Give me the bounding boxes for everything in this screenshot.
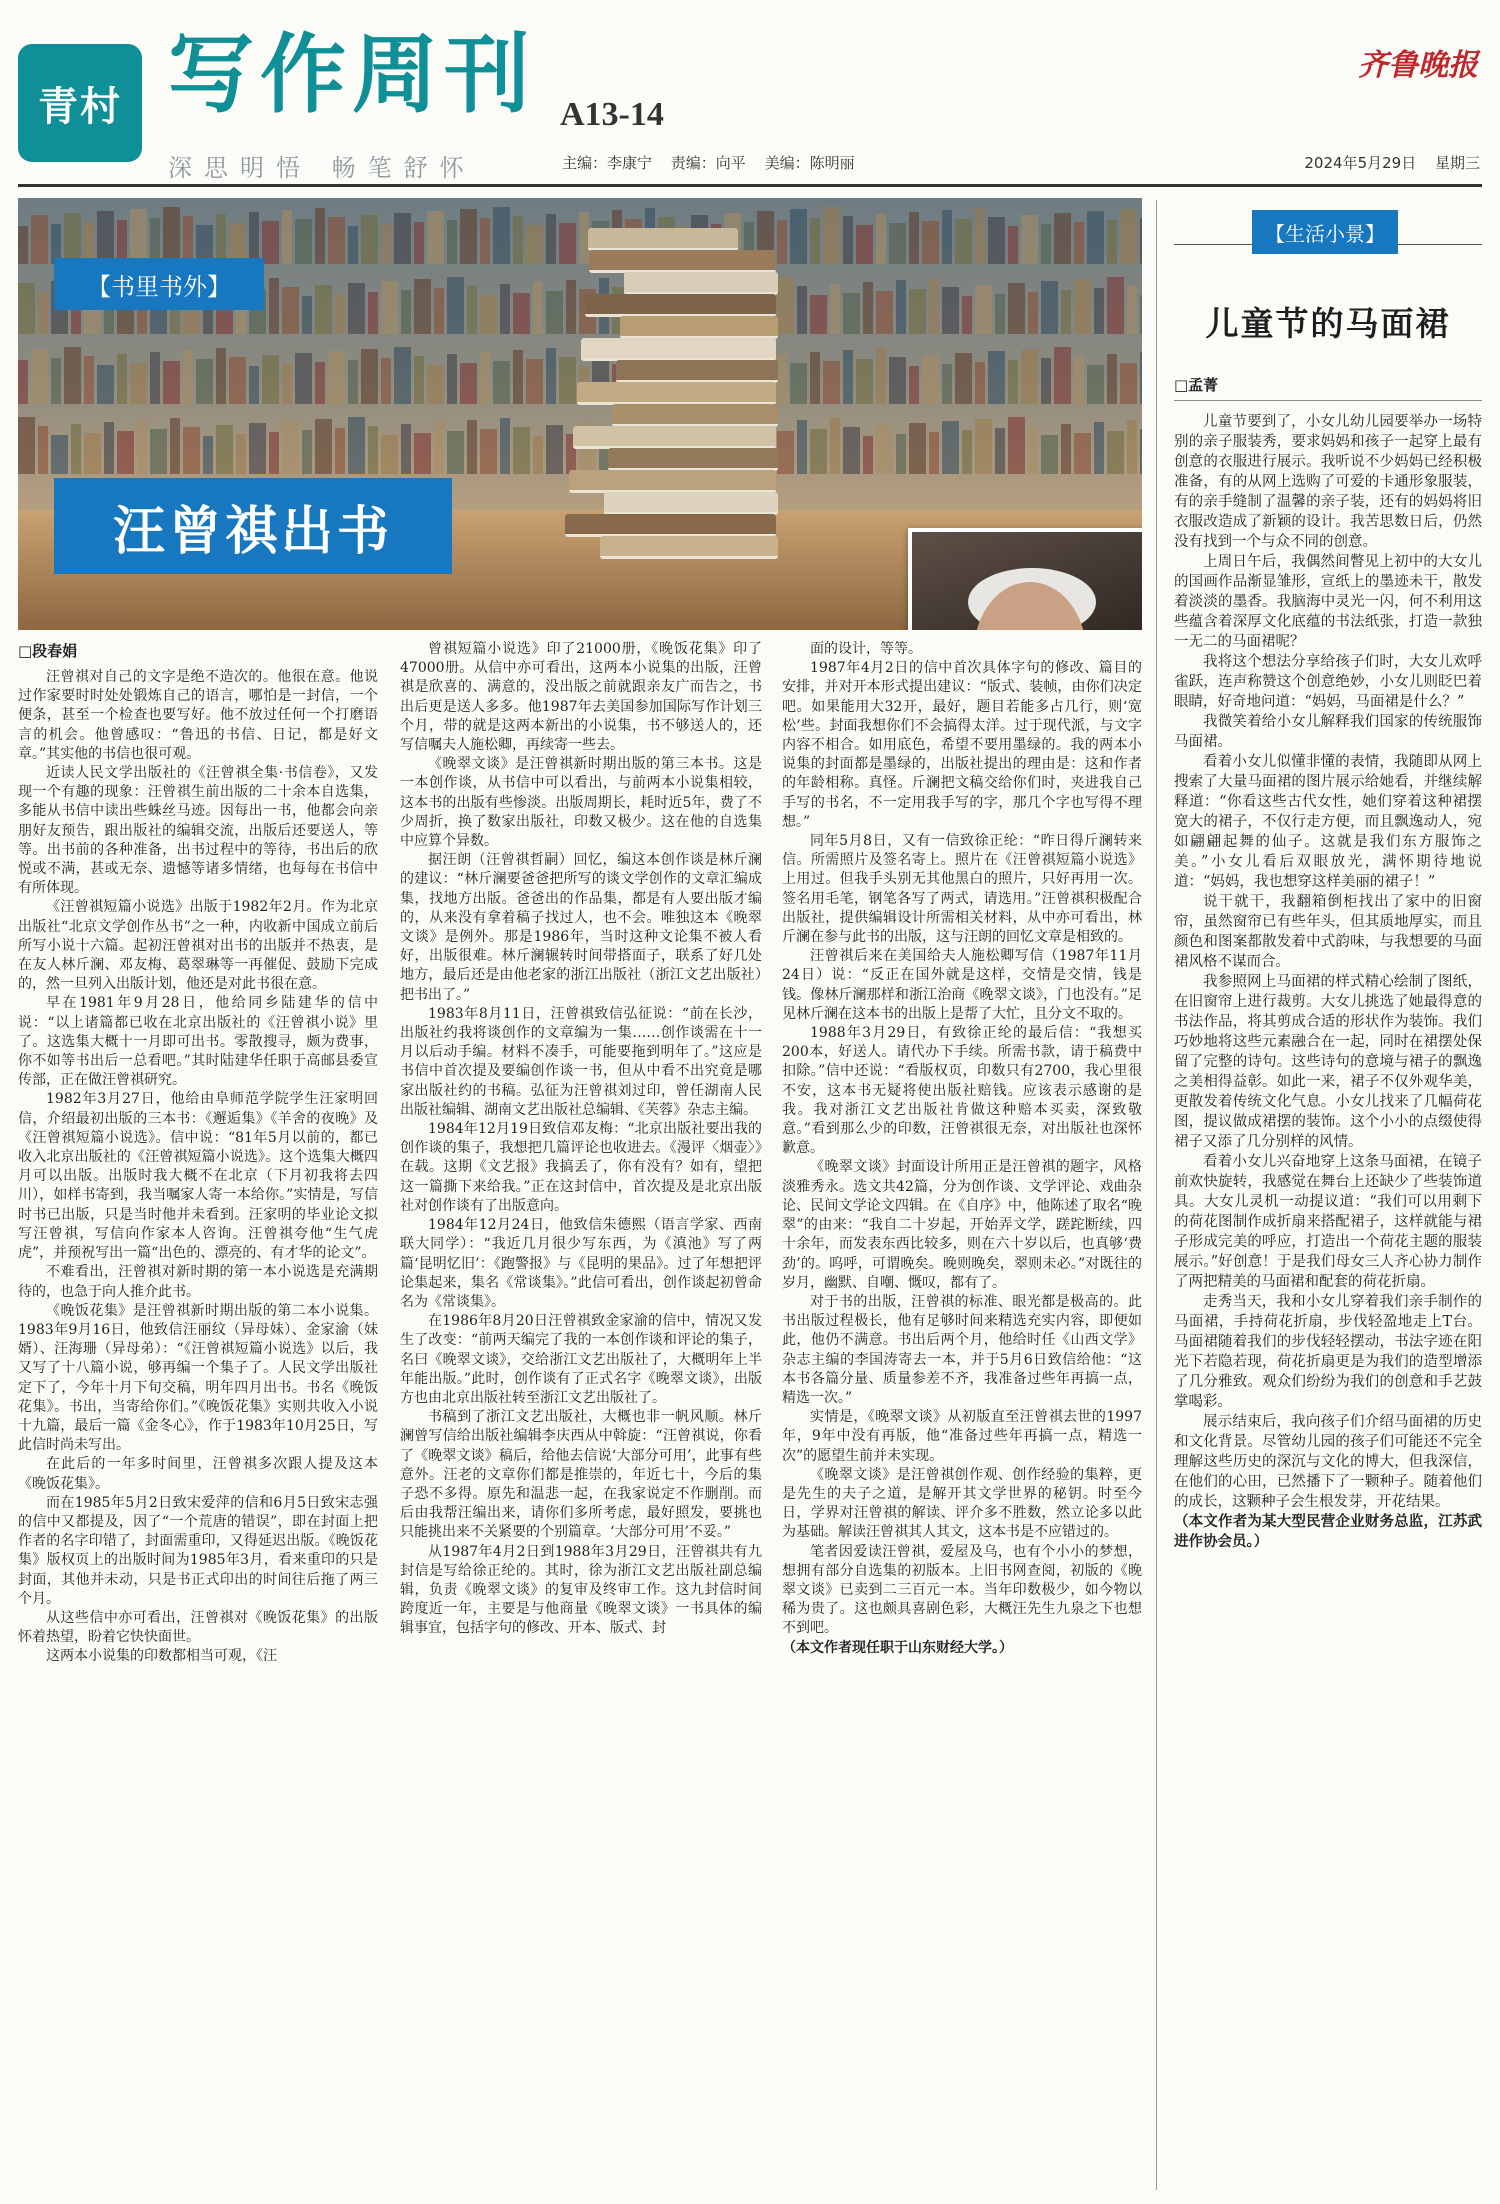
stacked-book: [585, 294, 776, 317]
book-spine: [51, 358, 61, 404]
book-spine: [823, 361, 840, 404]
masthead-title: 写作周刊: [168, 24, 536, 125]
article-column-1: [18, 668, 378, 2198]
paragraph: 早在1981年9月28日，他给同乡陆建华的信中说：“以上诸篇都已收在北京出版社的《汪曾祺小说》里了。这选集大概十一月即可出书。零散搜寻，颇为费事，你不如等书出后一总看吧。”其时陆建华任职于高邮县委宣传部，正在做汪曾祺研究。: [18, 995, 378, 1089]
book-spine: [335, 294, 345, 334]
editors-line: [562, 152, 869, 173]
book-spine: [909, 212, 919, 264]
book-spine: [381, 281, 398, 334]
book-spine: [150, 352, 160, 404]
book-spine: [843, 216, 853, 264]
book-spine: [810, 429, 827, 474]
stacked-book: [581, 338, 776, 361]
hero-illustration: [18, 198, 1142, 630]
book-spine: [955, 219, 972, 264]
book-spine: [467, 286, 477, 334]
book-spine: [922, 355, 939, 404]
book-spine: [1008, 226, 1018, 264]
book-spine: [269, 432, 279, 474]
book-spine: [1074, 279, 1091, 334]
book-spine: [1127, 420, 1137, 474]
book-spine: [863, 436, 873, 474]
paragraph: 汪曾祺后来在美国给夫人施松卿写信（1987年11月24日）说：“反正在国外就是这样，交情是交情，钱是钱。像林斤澜那样和浙江治商《晚翠文谈》，门也没有。”足见林斤澜在这本书的出版上是帮了大忙，且分文不取的。: [782, 948, 1142, 1022]
book-spine: [38, 426, 48, 474]
book-spine: [447, 277, 464, 334]
sidebar-divider: [1156, 200, 1157, 2190]
stacked-book: [600, 536, 778, 559]
book-spine: [104, 422, 114, 474]
book-spine: [150, 429, 167, 474]
book-spine: [414, 433, 431, 474]
book-spine: [447, 431, 464, 474]
book-spine: [1021, 349, 1038, 404]
masthead-divider: [18, 184, 1482, 187]
book-spine: [1061, 424, 1071, 474]
book-spine: [909, 289, 926, 334]
editor-duty: 责编：向平: [670, 154, 746, 172]
book-spine: [38, 292, 48, 334]
book-spine: [1028, 426, 1038, 474]
book-spine: [130, 363, 147, 404]
book-spine: [942, 287, 959, 334]
book-spine: [282, 210, 292, 264]
book-spine: [414, 279, 431, 334]
book-spine: [394, 213, 411, 264]
book-spine: [84, 356, 94, 404]
stacked-book: [616, 360, 778, 383]
book-spine: [97, 211, 114, 264]
book-spine: [856, 225, 873, 264]
stacked-book: [620, 316, 778, 339]
book-spine: [909, 366, 919, 404]
book-spine: [513, 216, 523, 264]
book-spine: [797, 286, 807, 334]
book-spine: [282, 364, 292, 404]
book-spine: [31, 349, 48, 404]
headline: 汪曾祺出书: [54, 478, 452, 574]
sidebar-byline: □孟菁: [1174, 376, 1219, 394]
book-spine: [922, 221, 939, 264]
paragraph: 走秀当天，我和小女儿穿着我们亲手制作的马面裙，手持荷花折扇，步伐轻盈地走上T台。马面裙随着我们的步伐轻轻摆动，书法字迹在阳光下若隐若现，荷花折扇更是为我们的造型增添了几分雅致。观众们纷纷为我们的创意和手艺鼓掌喝彩。: [1174, 1294, 1482, 1410]
book-spine: [823, 207, 840, 264]
paragraph: 这两本小说集的印数都相当可观，《汪: [46, 1648, 277, 1665]
book-spine: [876, 291, 893, 334]
book-spine: [315, 208, 325, 264]
column-tag: 【书里书外】: [54, 258, 264, 310]
book-spine: [975, 362, 985, 404]
book-spine: [1041, 358, 1051, 404]
book-spine: [361, 215, 378, 264]
book-spine: [447, 220, 457, 264]
book-spine: [1107, 354, 1117, 404]
book-spine: [1140, 295, 1142, 334]
paragraph: 1984年12月24日，他致信朱德熙（语言学家、西南联大同学）：“我近几月很少写东西，为《滇池》写了两篇‘昆明忆旧’：《跑警报》与《昆明的果品》。过了年想把评论集起来，集名《常谈集》。”此信可看出，创作谈起初曾命名为《常谈集》。: [400, 1217, 762, 1310]
paragraph: 1987年4月2日的信中首次具体字句的修改、篇目的安排，并对开本形式提出建议：“版式、装帧，由你们决定吧。如果能用大32开，最好，题目若能多占几行，则‘宽松’些。封面我想你们不会搞得太洋。过于现代派，与文字内容不相合。如用底色，希望不要用墨绿的。我的两本小说集的封面都是墨绿的，出版社提出的理由是：这和作者的年龄相称。真怪。斤澜把文稿交给你们时，夹进我自己手写的书名，不一定用我手写的字，那几个字也写得不理想。”: [782, 660, 1142, 830]
book-spine: [1094, 288, 1104, 334]
book-spine: [889, 357, 906, 404]
book-spine: [394, 347, 411, 404]
book-spine: [1087, 365, 1104, 404]
paragraph: 从1987年4月2日到1988年3月29日，汪曾祺共有九封信是写给徐正纶的。其时，徐为浙江文艺出版社副总编辑，负责《晚翠文谈》的复审及终审工作。这九封信时间跨度近一年，主要是与他商量《晚翠文谈》一书具体的编辑事宜，包括字句的修改、开本、版式、封: [400, 1543, 762, 1637]
book-spine: [335, 428, 345, 474]
stacked-book: [577, 382, 776, 405]
book-spine: [493, 361, 510, 404]
book-spine: [1140, 429, 1142, 474]
issue-date: 2024年5月29日: [1304, 154, 1417, 172]
paragraph: 笔者因爱读汪曾祺，爱屋及乌，也有个小小的梦想，想拥有部分自选集的初版本。上旧书网查阅，初版的《晚翠文谈》已卖到二三百元一本。当年印数极少，如今物以稀为贵了。这也颇具喜剧色彩，大概汪先生九泉之下也想不到吧。: [782, 1543, 1142, 1637]
book-spine: [328, 351, 345, 404]
paragraph: 1984年12月19日致信邓友梅：“北京出版社要出我的创作谈的集子，我想把几篇评论也收进去。《漫评〈烟壶〉》在载。这期《文艺报》我搞丢了，你有没有？如有，望把这一篇撕下来给我。”正在这封信中，首次提及是北京出版社对创作谈有了出版意向。: [400, 1121, 762, 1214]
book-spine: [262, 221, 279, 264]
book-spine: [493, 207, 510, 264]
book-stack-illustration: [538, 228, 798, 568]
book-spine: [117, 354, 127, 404]
paragraph: 说干就干，我翻箱倒柜找出了家中的旧窗帘，虽然窗帘已有些年头，但其质地厚实，而且颜色和图案都散发着中式韵味，与我想要的马面裙风格不谋而合。: [1174, 894, 1482, 970]
paragraph: 曾祺短篇小说选》印了21000册，《晚饭花集》印了47000册。从信中亦可看出，这两本小说集的出版，汪曾祺是欣喜的、满意的，没出版之前就跟亲友广而告之，书出后更是送人多多。他1987年去美国参加国际写作计划三个月，带的就是这两本新出的小说集，书不够送人的，还写信嘱夫人施松卿，再续寄一些去。: [400, 641, 762, 754]
book-spine: [1140, 218, 1142, 264]
book-spine: [427, 365, 444, 404]
book-spine: [810, 352, 820, 404]
book-spine: [18, 226, 28, 264]
book-spine: [203, 436, 213, 474]
book-spine: [348, 417, 365, 474]
book-spine: [896, 434, 906, 474]
sidebar-title: 儿童节的马面裙: [1205, 304, 1451, 343]
book-spine: [962, 430, 972, 474]
book-spine: [1041, 435, 1058, 474]
book-spine: [295, 219, 312, 264]
book-spine: [51, 435, 68, 474]
book-spine: [1028, 292, 1038, 334]
book-spine: [500, 284, 510, 334]
article-column-3: [782, 640, 1142, 2198]
book-spine: [1140, 352, 1142, 404]
book-spine: [163, 207, 180, 264]
book-spine: [896, 280, 906, 334]
book-spine: [196, 359, 213, 404]
book-spine: [1127, 286, 1137, 334]
paragraph: 书稿到了浙江文艺出版社，大概也非一帆风顺。林斤澜曾写信给出版社编辑李庆西从中斡旋：“汪曾祺说，你看了《晚翠文谈》稿后，给他去信说‘大部分可用’，此事有些意外。汪老的文章你们都是推崇的，年近七十，今后的集子恐不多得。原先和温悲一起，在我家说定不作删削。而后由我帮汪编出来，请你们多所考虑，最好照发，要挑也只能挑出来不关紧要的个别篇章。‘大部分可用’不妥。”: [400, 1409, 762, 1541]
paragraph: 在此后的一年多时间里，汪曾祺多次跟人提及这本《晚饭花集》。: [18, 1456, 378, 1492]
book-spine: [797, 420, 807, 474]
book-spine: [183, 427, 200, 474]
editor-art: 美编：陈明丽: [764, 154, 855, 172]
book-spine: [863, 282, 873, 334]
paragraph: 《汪曾祺短篇小说选》出版于1982年2月。作为北京出版社“北京文学创作丛书”之一种，内收新中国成立前后所写小说十六篇。起初汪曾祺对出书的出版并不热衷，是在友人林斤澜、邓友梅、葛翠琳等一再催促、鼓励下完成的，然一旦列入出版计划，他还是对此书很在意。: [18, 899, 378, 993]
paragraph: 1988年3月29日，有致徐正纶的最后信：“我想买200本，好送人。请代办下手续。所需书款，请于稿费中扣除。”信中还说：“看版权页，印数只有2700，我心里很不安，这本书无疑将使出版社赔钱。应该表示感谢的是我。我对浙江文艺出版社肯做这种赔本买卖，深致敬意。”看到那么少的印数，汪曾祺很无奈，对出版社也深怀歉意。: [782, 1025, 1142, 1157]
book-spine: [480, 352, 490, 404]
book-spine: [1107, 277, 1124, 334]
book-spine: [368, 292, 378, 334]
book-spine: [1107, 431, 1124, 474]
book-spine: [414, 356, 424, 404]
book-spine: [348, 360, 358, 404]
article-byline: □段春娟: [18, 642, 78, 660]
sidebar-title-rule: [1174, 400, 1482, 401]
book-spine: [1021, 215, 1038, 264]
paragraph: 上周日午后，我偶然间瞥见上初中的大女儿的国画作品渐显雏形，宣纸上的墨迹未干，散发着淡淡的墨香。我脑海中灵光一闪，何不利用这些蕴含着深厚文化底蕴的书法纸张，打造一款独一无二的马面裙呢？: [1174, 554, 1482, 650]
book-spine: [315, 285, 332, 334]
paragraph: （本文作者为某大型民营企业财务总监，江苏武进作协会员。）: [1174, 1513, 1482, 1550]
book-spine: [942, 421, 959, 474]
book-spine: [856, 359, 873, 404]
book-spine: [401, 424, 411, 474]
paragraph: 从这些信中亦可看出，汪曾祺对《晚饭花集》的出版怀着热望，盼着它快快面世。: [18, 1609, 378, 1646]
book-spine: [1074, 222, 1084, 264]
book-spine: [1094, 422, 1104, 474]
book-spine: [249, 423, 266, 474]
paragraph: 《晚翠文谈》封面设计所用正是汪曾祺的题字，风格淡雅秀永。选文共42篇，分为创作谈、文学评论、戏曲杂论、民间文学论文四辑。在《自序》中，他陈述了取名“晚翠”的由来：“我自二十岁起，开始弄文学，蹉跎断续，四十余年，而发表东西比较多，则在六十岁以后，也真够‘费劲’的。呜呼，可谓晚矣。晚则晚矣，翠则未必。”对既往的岁月，幽默、自嘲、慨叹，都有了。: [782, 1159, 1142, 1291]
book-spine: [513, 350, 523, 404]
book-spine: [183, 216, 193, 264]
paragraph: 我微笑着给小女儿解释我们国家的传统服饰马面裙。: [1174, 714, 1482, 750]
author-portrait: [908, 528, 1142, 630]
book-spine: [876, 425, 893, 474]
book-spine: [18, 417, 35, 474]
book-spine: [810, 218, 820, 264]
book-spine: [137, 420, 147, 474]
book-spine: [1054, 213, 1071, 264]
book-spine: [282, 287, 299, 334]
book-spine: [216, 348, 226, 404]
stacked-book: [604, 492, 778, 515]
book-spine: [467, 420, 477, 474]
book-spine: [1074, 356, 1084, 404]
logo-badge: 青村: [18, 44, 142, 162]
stacked-book: [569, 470, 776, 493]
book-spine: [328, 217, 345, 264]
book-spine: [876, 348, 886, 404]
book-spine: [975, 208, 985, 264]
book-spine: [1120, 363, 1137, 404]
book-spine: [381, 435, 398, 474]
book-spine: [460, 363, 477, 404]
book-spine: [18, 360, 28, 404]
paragraph: 1982年3月27日，他给由阜师范学院学生汪家明回信，介绍最初出版的三本书：《邂逅集》《羊舍的夜晚》及《汪曾祺短篇小说选》。信中说：“81年5月以前的，都已收入北京出版社的《汪曾祺短篇小说选》。这个选集大概四月可以出版。出版时我大概不在北京（下月初我将去四川），如样书寄到，我当嘱家人寄一本给你。”实情是，写信时书已出版，只是当时他并未看到。汪家明的毕业论文拟写汪曾祺，写信向作家本人咨询。汪曾祺夸他“生气虎虎”，并预祝写出一篇“出色的、漂亮的、有才华的论文”。: [18, 1091, 378, 1262]
book-spine: [348, 226, 358, 264]
book-spine: [427, 211, 444, 264]
book-spine: [64, 347, 81, 404]
book-spine: [229, 357, 246, 404]
book-spine: [381, 224, 391, 264]
paragraph: 不难看出，汪曾祺对新时期的第一本小说选是充满期待的，也急于向人推介此书。: [18, 1264, 378, 1300]
book-spine: [1041, 281, 1058, 334]
book-spine: [117, 431, 134, 474]
book-spine: [889, 223, 906, 264]
book-spine: [480, 429, 497, 474]
stacked-book: [588, 228, 738, 251]
book-spine: [1008, 360, 1018, 404]
book-spine: [1087, 211, 1104, 264]
paragraph: 《晚翠文谈》是汪曾祺创作观、创作经验的集粹，更是先生的夫子之道，是解开其文学世界的秘钥。时至今日，学界对汪曾祺的解读、评介多不胜数，然立论多以此为基础。解读汪曾祺其人其文，这本书是不应错过的。: [782, 1466, 1142, 1541]
book-spine: [942, 364, 952, 404]
book-spine: [434, 288, 444, 334]
book-spine: [1008, 283, 1025, 334]
dateline: [1290, 152, 1480, 173]
book-spine: [84, 433, 101, 474]
book-spine: [1008, 417, 1025, 474]
book-spine: [163, 361, 180, 404]
book-spine: [97, 365, 114, 404]
book-spine: [995, 294, 1005, 334]
book-spine: [975, 285, 992, 334]
paragraph: 我参照网上马面裙的样式精心绘制了图纸，在旧窗帘上进行裁剪。大女儿挑选了她最得意的书法作品，将其剪成合适的形状作为装饰。我们巧妙地将这些元素融合在一起，同时在裙摆处保留了完整的诗句。这些诗句的意境与裙子的飘逸之美相得益彰。如此一来，裙子不仅外观华美，更散发着传统文化气息。小女儿找来了几幅荷花图，提议做成裙摆的装饰。这个小小的点缀使得裙子又添了几分别样的风情。: [1174, 974, 1482, 1150]
book-spine: [909, 423, 926, 474]
book-spine: [995, 428, 1005, 474]
paragraph: 我将这个想法分享给孩子们时，大女儿欢呼雀跃，连声称赞这个创意绝妙，小女儿则眨巴着眼睛，好奇地问道：“妈妈，马面裙是什么？”: [1174, 654, 1482, 710]
book-spine: [1061, 290, 1071, 334]
book-spine: [249, 366, 259, 404]
book-spine: [513, 427, 530, 474]
book-spine: [401, 290, 411, 334]
article-column-2: [400, 640, 762, 2198]
book-spine: [216, 425, 233, 474]
book-spine: [480, 295, 497, 334]
book-spine: [1054, 347, 1071, 404]
book-spine: [843, 350, 853, 404]
book-spine: [988, 351, 1005, 404]
book-spine: [216, 214, 226, 264]
book-spine: [295, 353, 312, 404]
book-spine: [130, 209, 147, 264]
book-spine: [302, 296, 312, 334]
editor-chief: 主编：李康宁: [562, 154, 653, 172]
book-spine: [876, 214, 886, 264]
newspaper-name: 齐鲁晚报: [1358, 48, 1478, 83]
book-spine: [929, 432, 939, 474]
book-spine: [315, 362, 325, 404]
paragraph: 据汪朗（汪曾祺哲嗣）回忆，编这本创作谈是林斤澜的建议：“林斤澜要爸爸把所写的谈文学创作的文章汇编成集，找地方出版。爸爸出的作品集，都是有人要出版才编的，从来没有拿着稿子找过人，也不会。唯独这本《晚翠文谈》是例外。那是1986年，当时这种文论集不被人看好，出版很难。林斤澜辗转时间带搭面子，联系了好几处地方，最后还是由他老家的浙江出版社（浙江文艺出版社）把书出了。”: [400, 852, 762, 1003]
stacked-book: [612, 404, 778, 427]
book-spine: [942, 210, 952, 264]
book-spine: [460, 209, 477, 264]
book-spine: [368, 426, 378, 474]
book-spine: [249, 212, 259, 264]
book-spine: [975, 419, 992, 474]
paragraph: 在1986年8月20日汪曾祺致金家渝的信中，情况又发生了改变：“前两天编完了我的一本创作谈和评论的集子，名曰《晚翠文谈》，交给浙江文艺出版社了，大概明年上半年能出版。”此时，创作谈有了正式名字《晚翠文谈》，出版方也由北京出版社转至浙江文艺出版社了。: [400, 1313, 762, 1406]
book-spine: [843, 427, 860, 474]
paragraph: 同年5月8日，又有一信致徐正纶：“昨日得斤澜转来信。所需照片及签名寄上。照片在《汪曾祺短篇小说选》上用过。但我手头别无其他黑白的照片，只好再用一次。签名用毛笔，钢笔各写了两式，请选用。”汪曾祺积极配合出版社，提供编辑设计所需相关材料，从中亦可看出，林斤澜在参与此书的出版，这与汪朗的回忆文章是相致的。: [782, 833, 1142, 946]
book-spine: [302, 430, 312, 474]
book-spine: [282, 421, 299, 474]
paragraph: （本文作者现任职于山东财经大学。）: [782, 1639, 1013, 1656]
book-spine: [1120, 209, 1137, 264]
book-spine: [843, 293, 860, 334]
paragraph: 近读人民文学出版社的《汪曾祺全集·书信卷》，又发现一个有趣的现象：汪曾祺生前出版的二十余本自选集，多能从书信中读出些蛛丝马迹。因每出一书，他都会向亲朋好友预告，跟出版社的编辑交流，出版后还要送人，等等。出书前的各种准备，出书过程中的等待，书出后的欣悦或不满，甚或无奈、遗憾等诸多情绪，也每每在书信中有所体现。: [18, 765, 378, 897]
book-spine: [810, 295, 827, 334]
stacked-book: [608, 448, 778, 471]
book-spine: [513, 293, 530, 334]
paragraph: 1983年8月11日，汪曾祺致信弘征说：“前在长沙，出版社约我将谈创作的文章编为一集……创作谈需在十一月以后动手编。材料不凑手，可能要拖到明年了。”这应是书信中首次提及要编创作谈一书，但从中看不出究竟是哪家出版社约的书稿。弘征为汪曾祺刘过印，曾任湖南人民出版社编辑、湖南文艺出版社总编辑、《芙蓉》杂志主编。: [400, 1005, 762, 1118]
book-spine: [447, 354, 457, 404]
book-spine: [262, 355, 279, 404]
book-spine: [929, 278, 939, 334]
book-spine: [988, 217, 1005, 264]
book-spine: [361, 349, 378, 404]
paragraph: 而在1985年5月2日致宋爱萍的信和6月5日致宋志强的信中又都提及，因了“一个荒唐的错误”，即在封面上把作者的名字印错了，封面需重印，又得延迟出版。《晚饭花集》版权页上的出版时间为1985年3月，看来重印的只是封面，其他并未动，只是书正式印出的时间往后拖了两三个月。: [18, 1494, 378, 1607]
paragraph: 《晚饭花集》是汪曾祺新时期出版的第二本小说集。1983年9月16日，他致信汪丽纹（异母妹）、金家渝（妹婿）、汪海珊（异母弟）：“《汪曾祺短篇小说选》以后，我又写了十八篇小说，够再编一个集子了。人民文学出版社定下了，今年十月下旬交稿，明年四月出书。书名《晚饭花集》。书出，当寄给你们。”《晚饭花集》实则共收入小说十九篇，最后一篇《金冬心》，作于1983年10月25日，写此信时尚未写出。: [18, 1302, 378, 1454]
motto: 深思明悟 畅笔舒怀: [168, 154, 476, 182]
book-spine: [955, 353, 972, 404]
book-spine: [236, 434, 246, 474]
paragraph: 对于书的出版，汪曾祺的标准、眼光都是极高的。此书出版过程极长，他有足够时间来精选充实内容，即便如此，他仍不满意。书出后两个月，他给时任《山西文学》杂志主编的李国涛寄去一本，并于5月6日致信给他：“这本书各篇分量、质量参差不齐，我准备过些年再搞一点，精选一次。”: [782, 1293, 1142, 1406]
book-spine: [962, 296, 972, 334]
book-spine: [269, 278, 279, 334]
book-spine: [434, 422, 444, 474]
stacked-book: [573, 426, 776, 449]
paragraph: 看着小女儿似懂非懂的表情，我随即从网上搜索了大量马面裙的图片展示给她看，并继续解释道：“你看这些古代女性，她们穿着这种裙摆宽大的裙子，不仅行走方便，而且飘逸动人，宛如翩翩起舞的仙子。这就是我们东方服饰之美。”小女儿看后双眼放光，满怀期待地说道：“妈妈，我也想穿这样美丽的裙子！”: [1174, 754, 1482, 890]
paragraph: 汪曾祺对自己的文字是绝不造次的。他很在意。他说过作家要时时处处锻炼自己的语言，哪怕是一封信，一个便条，甚至一个检查也要写好。他不放过任何一个打磨语言的机会。他曾感叹：“鲁迅的书信、日记，都是好文章。”其实他的书信也很可观。: [18, 669, 378, 762]
book-spine: [18, 283, 35, 334]
sidebar-column-tag: 【生活小景】: [1252, 210, 1398, 254]
stacked-book: [589, 250, 776, 273]
paragraph: 面的设计，等等。: [810, 641, 922, 657]
book-spine: [1041, 224, 1051, 264]
book-spine: [830, 418, 840, 474]
book-spine: [414, 222, 424, 264]
paragraph: 实情是，《晚翠文谈》从初版直至汪曾祺去世的1997年，9年中没有再版，他“准备过些年再搞一点，精选一次”的愿望生前并未实现。: [782, 1409, 1142, 1464]
paragraph: 看着小女儿兴奋地穿上这条马面裙，在镜子前欢快旋转，我感觉在舞台上还缺少了些装饰道具。大女儿灵机一动提议道：“我们可以用剩下的荷花图制作成折扇来搭配裙子，这样就能与裙子形成完美的呼应，打造出一个荷花主题的服装展示。”好创意！于是我们母女三人齐心协力制作了两把精美的马面裙和配套的荷花折扇。: [1174, 1154, 1482, 1290]
stacked-book: [624, 272, 778, 295]
book-spine: [64, 213, 81, 264]
book-spine: [315, 419, 332, 474]
paragraph: 《晚翠文谈》是汪曾祺新时期出版的第三本书。这是一本创作谈，从书信中可以看出，与前两本小说集相较，这本书的出版有些惨淡。出版周期长，耗时近5年，费了不少周折，换了数家出版社，印数又极少。这在他的自选集中应算个异数。: [400, 756, 762, 850]
stacked-book: [565, 514, 776, 537]
page-code: A13-14: [560, 96, 664, 133]
paragraph: 儿童节要到了，小女儿幼儿园要举办一场特别的亲子服装秀，要求妈妈和孩子一起穿上最有创意的衣服进行展示。我听说不少妈妈已经积极准备，有的从网上选购了可爱的卡通形象服装，有的亲手缝制了温馨的亲子装，还有的妈妈将旧衣服改造成了新颖的设计。我苦思数日后，仍然没有找到一个与众不同的创意。: [1174, 414, 1482, 550]
book-spine: [170, 418, 180, 474]
book-spine: [71, 424, 81, 474]
sidebar-article-body: [1174, 412, 1482, 2198]
issue-weekday: 星期三: [1434, 154, 1480, 172]
book-spine: [381, 358, 391, 404]
book-spine: [1074, 433, 1091, 474]
book-spine: [500, 418, 510, 474]
book-spine: [348, 283, 365, 334]
book-spine: [830, 284, 840, 334]
book-spine: [31, 215, 48, 264]
book-spine: [183, 350, 193, 404]
book-spine: [1107, 220, 1117, 264]
book-spine: [480, 218, 490, 264]
paragraph: 展示结束后，我向孩子们介绍马面裙的历史和文化背景。尽管幼儿园的孩子们可能还不完全理解这些历史的深沉与文化的博大，但我深信，在他们的心田，已然播下了一颗种子。随着他们的成长，这颗种子会生根发芽，开花结果。: [1174, 1414, 1482, 1510]
